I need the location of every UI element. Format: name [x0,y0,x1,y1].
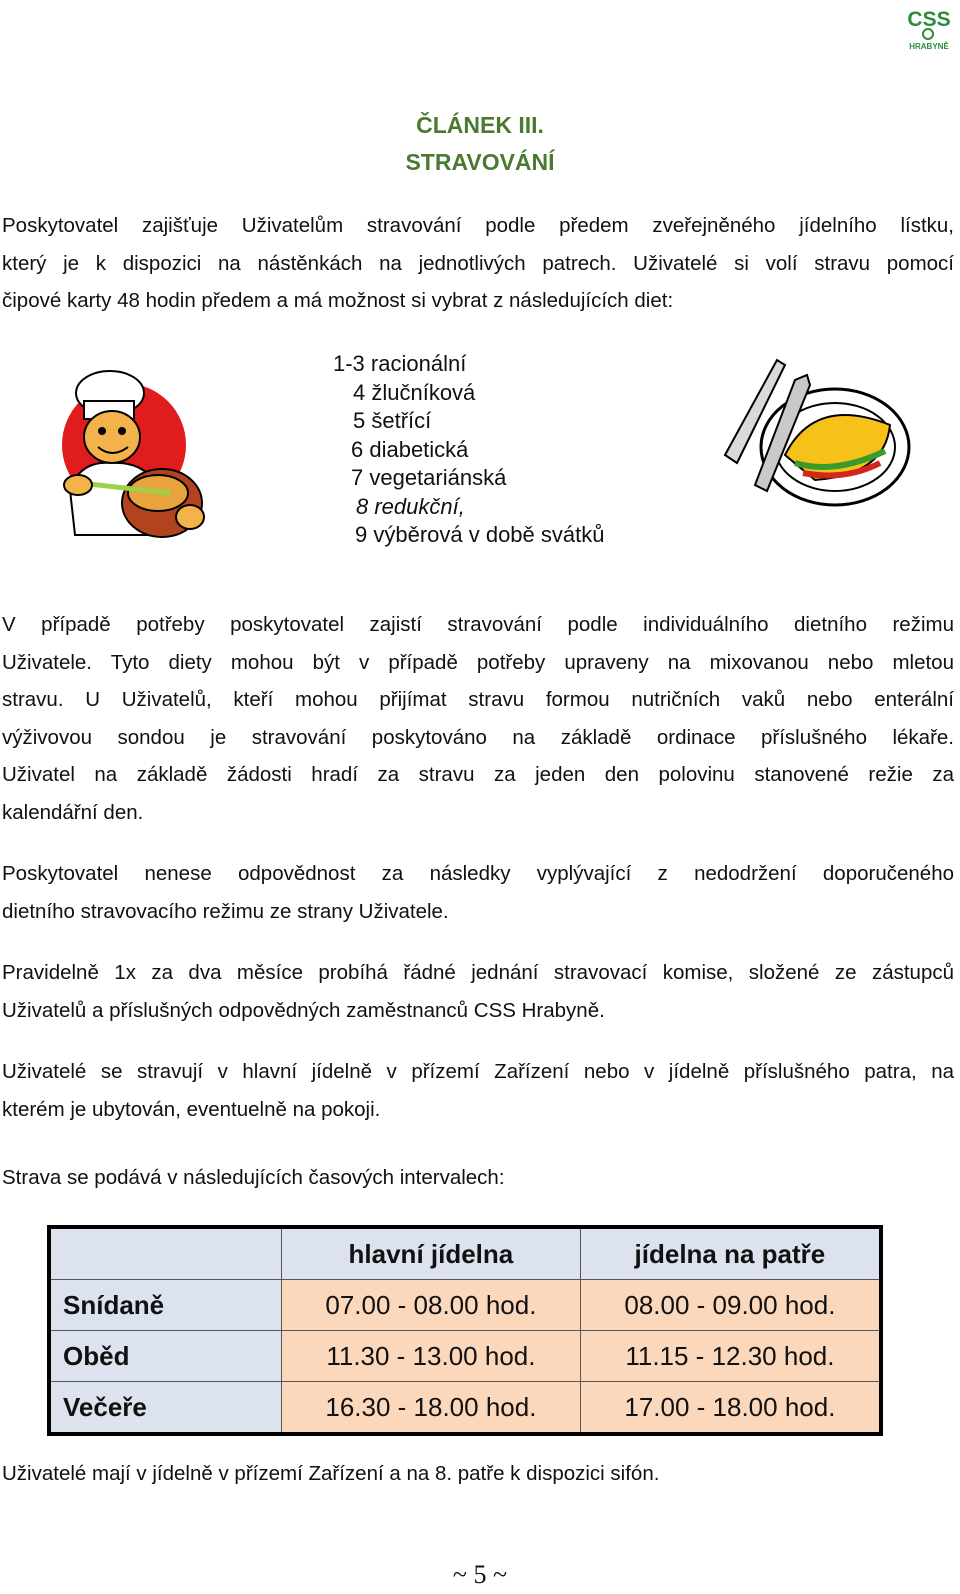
article-title: STRAVOVÁNÍ [405,149,555,175]
diet-item: 1-3 racionální [333,351,467,376]
text-line: Uživatelé mají v jídelně v přízemí Zařízení a na 8. patře k dispozici sifón. [2,1462,660,1485]
text-line: kterém je ubytován, eventuelně na pokoji. [2,1097,381,1121]
css-hrabyne-logo [904,4,954,52]
meal-schedule-table [47,1225,883,1436]
table-header-row [49,1227,881,1280]
dining-paragraph [2,1053,954,1128]
text-line: Uživatele. Tyto diety mohou být v případě potřeby upraveny na mixovanou nebo mletou [2,650,954,674]
commission-paragraph [2,954,954,1029]
text-line: dietního stravovacího režimu ze strany Uživatele. [2,899,449,923]
intro-paragraph [2,207,954,320]
table-row [49,1382,881,1435]
intervals-intro [2,1159,954,1197]
plate-illustration [715,355,915,520]
diet-item: 9 výběrová v době svátků [355,522,605,547]
table-row [49,1280,881,1331]
meal-label: Snídaně [49,1280,282,1331]
page-number: ~ 5 ~ [452,1560,508,1589]
diet-item: 6 diabetická [351,437,469,462]
text-line: Uživatelé se stravují v hlavní jídelně v přízemí Zařízení nebo v jídelně příslušného patra, na [2,1060,954,1083]
text-line: V případě potřeby poskytovatel zajistí stravování podle individuálního dietního režimu [2,613,954,636]
main-dining-time: 16.30 - 18.00 hod. [282,1382,581,1435]
main-dining-time: 11.30 - 13.00 hod. [282,1331,581,1382]
text-line: stravu. U Uživatelů, kteří mohou přijímat stravu formou nutričních vaků nebo enterální [2,688,954,711]
column-header-floor-dining: jídelna na patře [580,1227,881,1280]
main-dining-time: 07.00 - 08.00 hod. [282,1280,581,1331]
text-line: kalendářní den. [2,800,144,824]
diet-item: 7 vegetariánská [351,465,507,490]
floor-dining-time: 11.15 - 12.30 hod. [580,1331,881,1382]
floor-dining-time: 17.00 - 18.00 hod. [580,1382,881,1435]
text-line: Poskytovatel nenese odpovědnost za následky vyplývající z nedodržení doporučeného [2,862,954,885]
table-corner-cell [49,1227,282,1280]
text-line: Poskytovatel zajišťuje Uživatelům stravování podle předem zveřejněného jídelního lístku, [2,214,954,237]
text-line: Strava se podává v následujících časových intervalech: [2,1166,505,1189]
table-row [49,1331,881,1382]
svg-text:HRABYNĚ: HRABYNĚ [909,42,949,51]
text-line: který je k dispozici na nástěnkách na jednotlivých patrech. Uživatelé si volí stravu pomocí [2,251,954,275]
meal-label: Oběd [49,1331,282,1382]
responsibility-paragraph [2,855,954,930]
article-number: ČLÁNEK III. [416,112,544,138]
svg-text:CSS: CSS [907,8,951,31]
text-line: Pravidelně 1x za dva měsíce probíhá řádné jednání stravovací komise, složené ze zástupců [2,961,954,984]
diet-item: 8 redukční, [356,494,465,519]
meal-label: Večeře [49,1382,282,1435]
text-line: Uživatelů a příslušných odpovědných zaměstnanců CSS Hrabyně. [2,998,605,1022]
text-line: Uživatel na základě žádosti hradí za stravu za jeden den polovinu stanovené režie za [2,763,954,786]
text-line: čipové karty 48 hodin předem a má možnost si vybrat z následujících diet: [2,289,674,312]
text-line: výživovou sondou je stravování poskytováno na základě ordinace příslušného lékaře. [2,725,954,749]
diet-item: 4 žlučníková [353,380,476,405]
floor-dining-time: 08.00 - 09.00 hod. [580,1280,881,1331]
chef-illustration [50,365,220,555]
diet-paragraph [2,606,954,831]
siphon-note [2,1455,954,1493]
diet-item: 5 šetřící [353,408,432,433]
column-header-main-dining: hlavní jídelna [282,1227,581,1280]
